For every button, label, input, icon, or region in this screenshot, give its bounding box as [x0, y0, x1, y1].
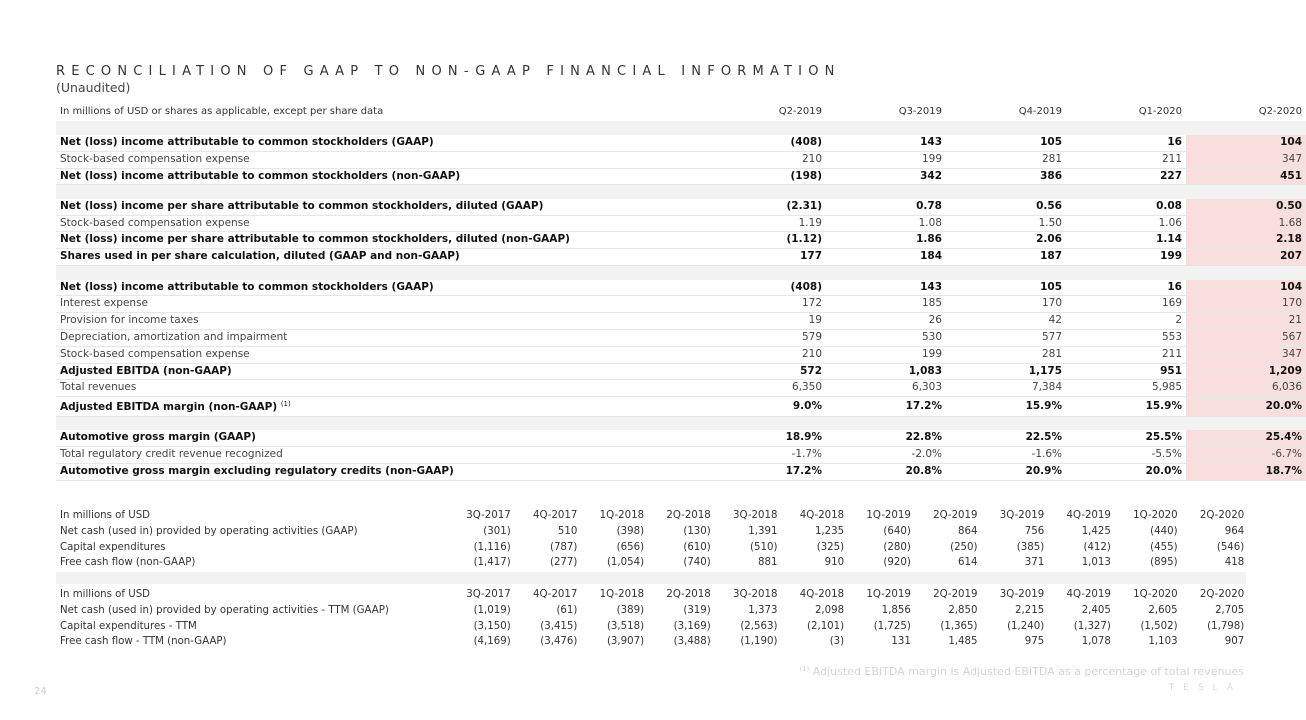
table-cell: 18.9% — [706, 430, 826, 446]
table-cell: 199 — [1066, 249, 1186, 266]
table-cell: 170 — [1186, 296, 1306, 313]
table-cell: (640) — [883, 525, 911, 537]
row-label — [56, 313, 706, 330]
table-cell: 1,175 — [946, 363, 1066, 380]
header-label: In millions of USD — [60, 510, 151, 521]
table-cell: (3,907) — [606, 636, 645, 648]
column-header: 3Q-2019 — [999, 510, 1045, 521]
group-separator — [56, 266, 1306, 280]
table-cell: 510 — [557, 525, 578, 537]
table-row — [56, 380, 1306, 397]
column-header: 2Q-2020 — [1199, 589, 1245, 600]
column-header: 3Q-2018 — [733, 589, 778, 600]
table-cell: (198) — [706, 168, 826, 185]
table-cell: (4,169) — [473, 636, 511, 648]
row-label: Free cash flow - TTM (non-GAAP) — [60, 636, 227, 648]
table-cell: (1.12) — [706, 232, 826, 249]
table-cell: 2,850 — [948, 604, 978, 616]
table-header-row — [56, 508, 1246, 524]
table-cell: 19 — [706, 313, 826, 330]
table-cell: (280) — [883, 541, 911, 553]
table-cell: 964 — [1224, 525, 1245, 537]
table-cell: (1,798) — [1207, 620, 1245, 632]
table-row — [56, 397, 1306, 417]
table-cell: 1,235 — [814, 525, 845, 537]
table-cell: 530 — [826, 329, 946, 346]
header-label: In millions of USD — [60, 589, 151, 600]
page-title: RECONCILIATION OF GAAP TO NON-GAAP FINANCIAL INFORMATION — [56, 64, 841, 79]
row-label-text: Stock-based compensation expense — [60, 152, 250, 165]
table-row — [56, 634, 1246, 650]
row-label — [56, 430, 706, 446]
table-cell: 281 — [946, 346, 1066, 363]
column-header: 4Q-2017 — [532, 589, 578, 600]
table-cell: (319) — [683, 604, 711, 616]
table-cell: 553 — [1066, 329, 1186, 346]
column-header: 1Q-2018 — [599, 510, 645, 521]
row-label — [56, 135, 706, 151]
table-cell: (3,150) — [473, 620, 511, 632]
table-cell: 172 — [706, 296, 826, 313]
column-header: 3Q-2017 — [466, 510, 511, 521]
table-cell: 0.56 — [946, 199, 1066, 215]
table-cell: 1.08 — [826, 215, 946, 232]
table-cell: 6,303 — [826, 380, 946, 397]
table-cell: 25.5% — [1066, 430, 1186, 446]
table-cell: 42 — [946, 313, 1066, 330]
table-cell: 614 — [958, 557, 978, 569]
table-cell: (1,327) — [1073, 620, 1111, 632]
table-row — [56, 555, 1246, 571]
row-label — [56, 380, 706, 397]
table-cell: 143 — [826, 280, 946, 296]
row-label-text: Total regulatory credit revenue recognized — [60, 448, 283, 461]
column-header: 1Q-2019 — [866, 510, 911, 521]
table-cell: (1,019) — [473, 604, 511, 616]
table-cell: 418 — [1224, 557, 1245, 569]
row-label — [56, 447, 706, 464]
row-label — [56, 346, 706, 363]
table-cell: 21 — [1186, 313, 1306, 330]
table-row — [56, 199, 1306, 215]
table-cell: 1,209 — [1186, 363, 1306, 380]
table-cell: 170 — [946, 296, 1066, 313]
table-row — [56, 363, 1306, 380]
row-label — [56, 329, 706, 346]
gaap-reconciliation-table — [56, 103, 1306, 481]
table-cell: 0.50 — [1186, 199, 1306, 215]
table-header-row — [56, 103, 1306, 121]
table-cell: 2,215 — [1015, 604, 1045, 616]
table-row — [56, 151, 1306, 168]
table-cell: (1,240) — [1007, 620, 1045, 632]
column-header: 2Q-2018 — [666, 589, 711, 600]
table-cell: (740) — [683, 557, 711, 569]
row-label-text: Net (loss) income per share attributable to common stockholders, diluted (non-GAAP) — [60, 233, 570, 246]
table-cell: 20.8% — [826, 464, 946, 481]
table-cell: (1,502) — [1140, 620, 1178, 632]
row-label-text: Automotive gross margin (GAAP) — [60, 431, 256, 444]
table-cell: 210 — [706, 346, 826, 363]
row-label-text: Net (loss) income attributable to common stockholders (GAAP) — [60, 280, 434, 293]
table-cell: (546) — [1216, 541, 1245, 553]
table-cell: 864 — [958, 525, 978, 537]
column-header: Q4-2019 — [1018, 106, 1062, 117]
table-cell: (510) — [750, 541, 778, 553]
table-cell: 567 — [1186, 329, 1306, 346]
table-cell: 20.0% — [1066, 464, 1186, 481]
table-cell: 5,985 — [1066, 380, 1186, 397]
table-cell: (1,054) — [606, 557, 645, 569]
table-cell: (787) — [549, 541, 578, 553]
row-label — [56, 280, 706, 296]
column-header: 4Q-2019 — [1066, 589, 1111, 600]
table-row — [56, 296, 1306, 313]
table-cell: 2,705 — [1215, 604, 1245, 616]
row-label — [56, 151, 706, 168]
column-header: 2Q-2020 — [1199, 510, 1245, 521]
table-cell: 386 — [946, 168, 1066, 185]
table-cell: 2,098 — [814, 604, 845, 616]
table-cell: 0.78 — [826, 199, 946, 215]
table-cell: 105 — [946, 135, 1066, 151]
table-cell: 2,605 — [1148, 604, 1178, 616]
table-cell: (656) — [616, 541, 645, 553]
table-cell: 22.8% — [826, 430, 946, 446]
column-header: 3Q-2019 — [999, 589, 1045, 600]
table-cell: 1,373 — [748, 604, 778, 616]
column-header: Q2-2020 — [1258, 106, 1302, 117]
table-cell: 227 — [1066, 168, 1186, 185]
column-header: 4Q-2017 — [532, 510, 578, 521]
table-cell: 1,103 — [1148, 636, 1178, 648]
row-label-text: Provision for income taxes — [60, 314, 199, 327]
table-cell: (130) — [683, 525, 711, 537]
row-label — [56, 168, 706, 185]
table-cell: 6,350 — [706, 380, 826, 397]
table-cell: 756 — [1024, 525, 1045, 537]
table-cell: (440) — [1150, 525, 1178, 537]
row-label — [56, 397, 706, 417]
row-label-text: Net (loss) income per share attributable to common stockholders, diluted (GAAP) — [60, 199, 544, 212]
column-header: 3Q-2018 — [733, 510, 778, 521]
table-cell: 281 — [946, 151, 1066, 168]
page-subtitle: (Unaudited) — [56, 80, 131, 95]
table-cell: 131 — [891, 636, 911, 648]
table-cell: (1,190) — [740, 636, 778, 648]
table-cell: (250) — [950, 541, 978, 553]
table-cell: 177 — [706, 249, 826, 266]
table-cell: -5.5% — [1066, 447, 1186, 464]
table-cell: 20.9% — [946, 464, 1066, 481]
table-cell: 17.2% — [826, 397, 946, 417]
table-cell: (2.31) — [706, 199, 826, 215]
row-label-text: Stock-based compensation expense — [60, 216, 250, 229]
table-cell: (389) — [616, 604, 645, 616]
table-cell: 951 — [1066, 363, 1186, 380]
table-cell: (1,725) — [873, 620, 911, 632]
group-separator — [56, 416, 1306, 430]
table-row — [56, 168, 1306, 185]
row-label — [56, 232, 706, 249]
table-cell: -1.6% — [946, 447, 1066, 464]
column-header: 1Q-2020 — [1133, 589, 1178, 600]
table-cell: 342 — [826, 168, 946, 185]
table-cell: 1,425 — [1081, 525, 1111, 537]
row-label-text: Stock-based compensation expense — [60, 347, 250, 360]
table-row — [56, 135, 1306, 151]
table-cell: 881 — [757, 557, 778, 569]
row-label: Net cash (used in) provided by operating activities - TTM (GAAP) — [60, 604, 389, 616]
table-cell: (3) — [829, 636, 845, 648]
page-number: 24 — [34, 686, 47, 697]
table-cell: 199 — [826, 346, 946, 363]
table-cell: 577 — [946, 329, 1066, 346]
table-cell: 169 — [1066, 296, 1186, 313]
table-cell: 211 — [1066, 346, 1186, 363]
table-cell: -6.7% — [1186, 447, 1306, 464]
row-label: Capital expenditures - TTM — [60, 620, 197, 632]
row-label-text: Interest expense — [60, 297, 148, 310]
row-label — [56, 249, 706, 266]
table-cell: (1,417) — [473, 557, 511, 569]
table-cell: 104 — [1186, 135, 1306, 151]
header-label: In millions of USD or shares as applicable, except per share data — [60, 106, 384, 117]
footnote — [799, 665, 1244, 678]
table-cell: 143 — [826, 135, 946, 151]
footnote-ref: (1) — [280, 400, 291, 409]
table-cell: 20.0% — [1186, 397, 1306, 417]
table-cell: 199 — [826, 151, 946, 168]
table-cell: -1.7% — [706, 447, 826, 464]
table-row — [56, 249, 1306, 266]
table-cell: (301) — [483, 525, 511, 537]
table-cell: 17.2% — [706, 464, 826, 481]
row-label-text: Total revenues — [60, 381, 137, 394]
table-cell: (408) — [706, 280, 826, 296]
table-row — [56, 464, 1306, 481]
row-label-text: Net (loss) income attributable to common stockholders (GAAP) — [60, 136, 434, 148]
table-row — [56, 619, 1246, 635]
table-cell: 6,036 — [1186, 380, 1306, 397]
group-separator — [56, 121, 1306, 135]
table-row — [56, 447, 1306, 464]
table-cell: 210 — [706, 151, 826, 168]
table-cell: 1,078 — [1081, 636, 1111, 648]
table-cell: 1,013 — [1081, 557, 1111, 569]
table-cell: (412) — [1083, 541, 1111, 553]
table-cell: (895) — [1150, 557, 1178, 569]
table-cell: 7,384 — [946, 380, 1066, 397]
brand-logo-text: TESLA — [1168, 683, 1242, 693]
table-cell: 25.4% — [1186, 430, 1306, 446]
table-cell: 16 — [1066, 135, 1186, 151]
free-cash-flow-table — [56, 508, 1246, 571]
table-cell: 15.9% — [946, 397, 1066, 417]
table-cell: 1,083 — [826, 363, 946, 380]
table-cell: 22.5% — [946, 430, 1066, 446]
table-cell: 1,856 — [881, 604, 911, 616]
table-cell: 187 — [946, 249, 1066, 266]
column-header: Q1-2020 — [1138, 106, 1182, 117]
table-cell: 2.06 — [946, 232, 1066, 249]
column-header: 4Q-2019 — [1066, 510, 1111, 521]
footnote-marker: (1) — [799, 665, 810, 673]
table-row — [56, 540, 1246, 556]
table-cell: 572 — [706, 363, 826, 380]
column-header: 2Q-2019 — [933, 589, 978, 600]
column-header: 2Q-2019 — [933, 510, 978, 521]
table-cell: (3,488) — [673, 636, 711, 648]
table-cell: 9.0% — [706, 397, 826, 417]
table-cell: (277) — [549, 557, 578, 569]
table-cell: (920) — [883, 557, 911, 569]
table-cell: 26 — [826, 313, 946, 330]
table-cell: (385) — [1016, 541, 1045, 553]
table-cell: -2.0% — [826, 447, 946, 464]
table-cell: 975 — [1024, 636, 1045, 648]
table-cell: (398) — [616, 525, 645, 537]
table-cell: 1.50 — [946, 215, 1066, 232]
table-cell: 15.9% — [1066, 397, 1186, 417]
table-cell: 1.86 — [826, 232, 946, 249]
column-header: Q2-2019 — [778, 106, 822, 117]
table-cell: (2,563) — [740, 620, 778, 632]
table-cell: 1,391 — [748, 525, 778, 537]
table-cell: 1,485 — [948, 636, 978, 648]
table-cell: 211 — [1066, 151, 1186, 168]
row-label: Net cash (used in) provided by operating activities (GAAP) — [60, 525, 358, 537]
column-header: 4Q-2018 — [799, 589, 845, 600]
column-header: 1Q-2019 — [866, 589, 911, 600]
table-cell: (3,415) — [540, 620, 578, 632]
row-label-text: Automotive gross margin excluding regulatory credits (non-GAAP) — [60, 465, 454, 478]
table-row — [56, 603, 1246, 619]
row-label — [56, 199, 706, 215]
table-cell: 185 — [826, 296, 946, 313]
table-row — [56, 280, 1306, 296]
table-row — [56, 232, 1306, 249]
footnote-text: Adjusted EBITDA margin is Adjusted EBITDA as a percentage of total revenues — [812, 665, 1244, 678]
row-label: Free cash flow (non-GAAP) — [60, 557, 196, 569]
table-cell: 184 — [826, 249, 946, 266]
table-cell: 910 — [824, 557, 845, 569]
free-cash-flow-ttm-table — [56, 587, 1246, 650]
table-cell: (3,476) — [540, 636, 578, 648]
table-cell: 104 — [1186, 280, 1306, 296]
table-cell: 1.14 — [1066, 232, 1186, 249]
table-cell: 579 — [706, 329, 826, 346]
section-separator — [56, 572, 1246, 584]
row-label — [56, 215, 706, 232]
table-cell: (1,116) — [473, 541, 511, 553]
row-label — [56, 296, 706, 313]
table-cell: 907 — [1224, 636, 1245, 648]
table-cell: 451 — [1186, 168, 1306, 185]
table-cell: (325) — [816, 541, 845, 553]
group-separator — [56, 185, 1306, 199]
column-header: 3Q-2017 — [466, 589, 511, 600]
row-label — [56, 464, 706, 481]
table-cell: 105 — [946, 280, 1066, 296]
row-label-text: Adjusted EBITDA margin (non-GAAP) — [60, 401, 278, 414]
table-header-row — [56, 587, 1246, 603]
column-header: 1Q-2018 — [599, 589, 645, 600]
table-cell: (3,169) — [673, 620, 711, 632]
table-cell: 1.68 — [1186, 215, 1306, 232]
row-label-text: Adjusted EBITDA (non-GAAP) — [60, 364, 232, 377]
table-cell: 1.19 — [706, 215, 826, 232]
column-header: Q3-2019 — [898, 106, 942, 117]
table-row — [56, 215, 1306, 232]
table-row — [56, 346, 1306, 363]
column-header: 1Q-2020 — [1133, 510, 1178, 521]
row-label — [56, 363, 706, 380]
row-label: Capital expenditures — [60, 541, 166, 553]
table-cell: 18.7% — [1186, 464, 1306, 481]
table-cell: (1,365) — [940, 620, 978, 632]
column-header: 2Q-2018 — [666, 510, 711, 521]
table-cell: (3,518) — [606, 620, 645, 632]
table-cell: 2.18 — [1186, 232, 1306, 249]
table-row — [56, 329, 1306, 346]
row-label-text: Net (loss) income attributable to common stockholders (non-GAAP) — [60, 169, 461, 182]
table-cell: 0.08 — [1066, 199, 1186, 215]
table-cell: 2,405 — [1081, 604, 1111, 616]
row-label-text: Shares used in per share calculation, diluted (GAAP and non-GAAP) — [60, 250, 460, 263]
table-cell: (61) — [556, 604, 578, 616]
table-cell: (610) — [683, 541, 711, 553]
table-cell: 371 — [1024, 557, 1045, 569]
table-cell: (408) — [706, 135, 826, 151]
table-cell: 347 — [1186, 151, 1306, 168]
table-cell: 207 — [1186, 249, 1306, 266]
table-cell: 1.06 — [1066, 215, 1186, 232]
table-row — [56, 524, 1246, 540]
table-cell: (455) — [1150, 541, 1178, 553]
table-cell: 16 — [1066, 280, 1186, 296]
table-cell: 347 — [1186, 346, 1306, 363]
table-cell: 2 — [1066, 313, 1186, 330]
row-label-text: Depreciation, amortization and impairment — [60, 330, 288, 343]
table-row — [56, 430, 1306, 446]
table-cell: (2,101) — [807, 620, 845, 632]
table-row — [56, 313, 1306, 330]
column-header: 4Q-2018 — [799, 510, 845, 521]
